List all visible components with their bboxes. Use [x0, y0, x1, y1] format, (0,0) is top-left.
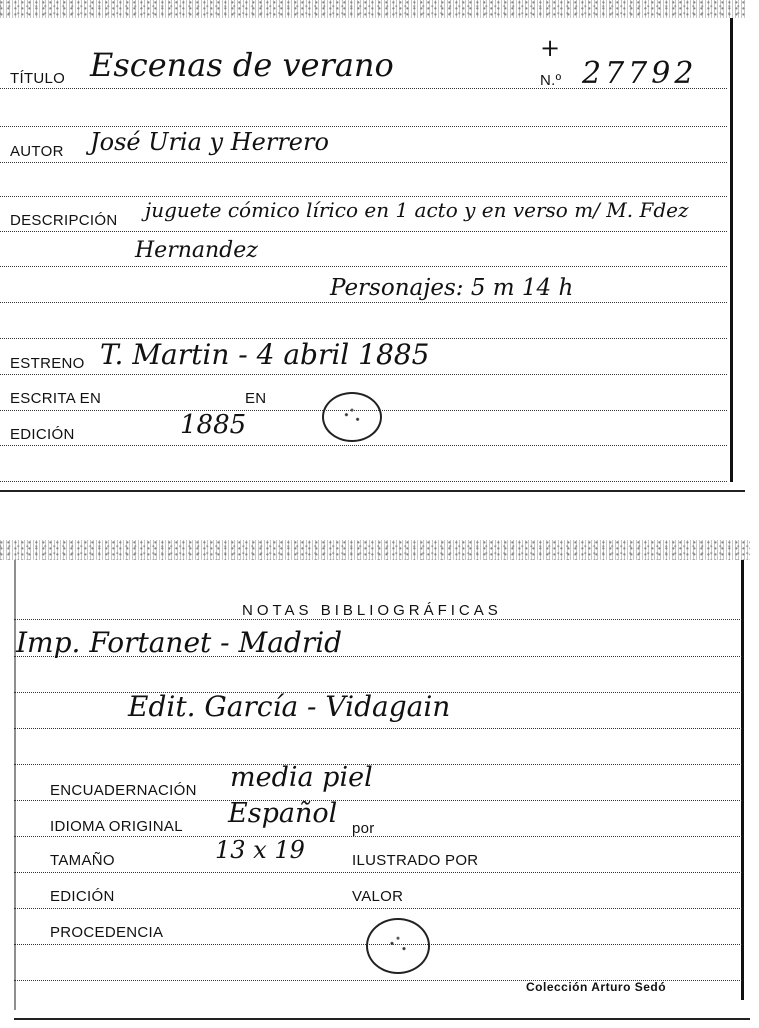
- ruled-line: [0, 196, 727, 197]
- card-right-border: [730, 18, 733, 482]
- tamano-label: TAMAÑO: [50, 852, 115, 869]
- ruled-line: [0, 374, 727, 375]
- notes-title: NOTAS BIBLIOGRÁFICAS: [242, 602, 502, 619]
- card-edge-texture: [0, 0, 745, 18]
- ruled-line: [0, 481, 727, 482]
- encuadernacion-value: media piel: [230, 762, 373, 793]
- notes-line-1: Imp. Fortanet - Madrid: [16, 626, 343, 659]
- idioma-label: IDIOMA ORIGINAL: [50, 818, 183, 835]
- collection-credit: Colección Arturo Sedó: [526, 980, 667, 994]
- edicion-label: EDICIÓN: [10, 426, 75, 443]
- autor-value: José Uria y Herrero: [90, 128, 329, 156]
- card-right-border: [741, 560, 744, 1000]
- ruled-line: [14, 619, 742, 620]
- ruled-line: [14, 872, 742, 873]
- autor-label: AUTOR: [10, 143, 64, 160]
- ruled-line: [0, 231, 727, 232]
- card-bottom-border: [0, 490, 745, 492]
- encuadernacion-label: ENCUADERNACIÓN: [50, 782, 197, 799]
- en-label: EN: [245, 390, 267, 407]
- descripcion-value-3: Personajes: 5 m 14 h: [330, 275, 574, 301]
- titulo-value: Escenas de verano: [90, 46, 394, 84]
- ruled-line: [0, 445, 727, 446]
- estreno-label: ESTRENO: [10, 355, 85, 372]
- escrita-en-label: ESCRITA EN: [10, 390, 102, 407]
- edicion2-label: EDICIÓN: [50, 888, 115, 905]
- tamano-value: 13 x 19: [215, 836, 305, 864]
- numero-label: N.º: [540, 72, 562, 89]
- notes-line-2: Edit. García - Vidagain: [128, 690, 451, 723]
- idioma-value: Español: [228, 798, 338, 829]
- catalog-card-back: [0, 540, 750, 1020]
- procedencia-label: PROCEDENCIA: [50, 924, 164, 941]
- titulo-label: TÍTULO: [10, 70, 66, 87]
- ruled-line: [14, 728, 742, 729]
- valor-label: VALOR: [352, 888, 404, 905]
- ruled-line: [14, 800, 742, 801]
- por-label: por: [352, 820, 375, 837]
- ruled-line: [14, 836, 742, 837]
- ruled-line: [14, 764, 742, 765]
- card-bottom-border: [14, 1018, 750, 1020]
- edicion-value: 1885: [180, 410, 247, 440]
- ruled-line: [14, 908, 742, 909]
- ruled-line: [0, 302, 727, 303]
- ruled-line: [0, 162, 727, 163]
- numero-value: 27792: [582, 56, 698, 91]
- descripcion-value-1: juguete cómico lírico en 1 acto y en verso m/ M. Fdez: [145, 198, 689, 222]
- library-stamp: [366, 918, 430, 974]
- estreno-value: T. Martin - 4 abril 1885: [100, 338, 430, 371]
- cross-mark: +: [540, 34, 561, 62]
- card-edge-texture: [0, 540, 750, 560]
- catalog-card-front: [0, 0, 745, 492]
- ruled-line: [0, 126, 727, 127]
- library-stamp: [322, 392, 382, 442]
- ilustrado-label: ILUSTRADO POR: [352, 852, 479, 869]
- descripcion-value-2: Hernandez: [135, 238, 258, 263]
- descripcion-label: DESCRIPCIÓN: [10, 212, 118, 229]
- ruled-line: [0, 266, 727, 267]
